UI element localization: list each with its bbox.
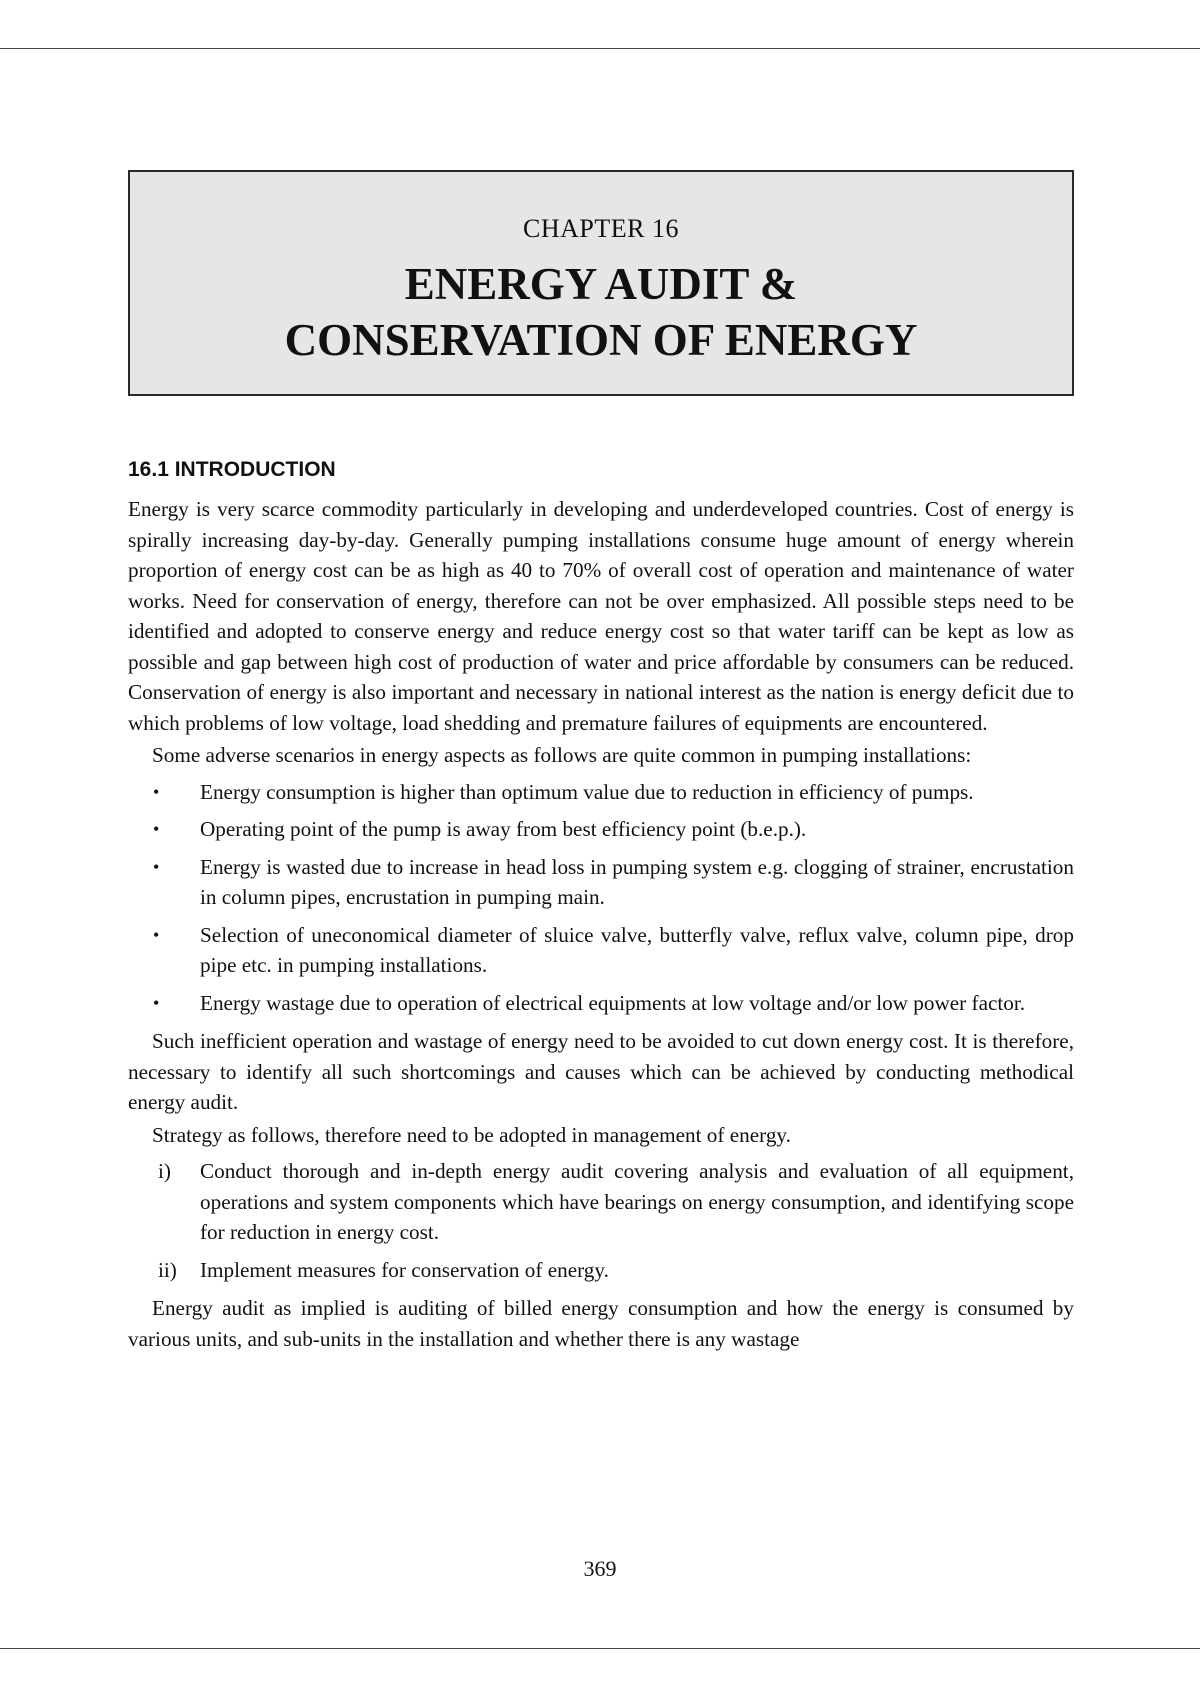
list-item-text: Operating point of the pump is away from best efficiency point (b.e.p.). xyxy=(200,817,807,841)
section-heading: 16.1 INTRODUCTION xyxy=(128,458,336,481)
intro-paragraph: Energy is very scarce commodity particularly in developing and underdeveloped countries. Cost of energy is spirally increasing day-by-day. Generally pumping installations consume huge amount of energy wherein proportion of energy cost can be as high as 40 to 70% of overall cost of operation and maintenance of water works. Need for conservation of energy, therefore can not be over emphasized. All possible steps need to be identified and adopted to conserve energy and reduce energy cost so that water tariff can be kept as low as possible and gap between high cost of production of water and price affordable by consumers can be reduced. Conservation of energy is also important and necessary in national interest as the nation is energy deficit due to which problems of low voltage, load shedding and premature failures of equipments are encountered. xyxy=(128,497,1074,735)
list-item-text: Implement measures for conservation of energy. xyxy=(200,1257,609,1282)
list-item-text: Energy consumption is higher than optimum value due to reduction in efficiency of pumps. xyxy=(200,779,974,804)
scenarios-list xyxy=(128,777,1074,1019)
chapter-label: CHAPTER 16 xyxy=(523,214,679,243)
bullet-marker: • xyxy=(153,992,160,1013)
list-item xyxy=(128,1255,1074,1286)
bullet-marker: • xyxy=(153,924,160,945)
chapter-title-line-1: ENERGY AUDIT & xyxy=(404,259,798,309)
page-body xyxy=(128,452,1074,1356)
strategy-intro-paragraph: Strategy as follows, therefore need to be adopted in management of energy. xyxy=(152,1122,791,1147)
list-item xyxy=(128,852,1074,913)
chapter-title-box xyxy=(128,170,1074,396)
list-item-text: Energy wastage due to operation of electrical equipments at low voltage and/or low power factor. xyxy=(200,990,1026,1015)
list-item xyxy=(128,814,1074,845)
bullet-marker: • xyxy=(153,819,160,839)
list-item-text: Selection of uneconomical diameter of sluice valve, butterfly valve, reflux valve, column pipe, drop pipe etc. in pumping installations. xyxy=(200,922,1074,977)
chapter-title-line-2: CONSERVATION OF ENERGY xyxy=(284,315,918,365)
page-number: 369 xyxy=(583,1556,617,1581)
list-item xyxy=(128,920,1074,981)
list-item-text: Conduct thorough and in-depth energy audit covering analysis and evaluation of all equipment, operations and system components which have bearings on energy consumption, and identifying scope for reduction in energy cost. xyxy=(200,1159,1074,1244)
roman-marker: i) xyxy=(158,1159,171,1183)
strategy-list xyxy=(128,1156,1074,1285)
inefficiency-paragraph: Such inefficient operation and wastage of energy need to be avoided to cut down energy cost. It is therefore, necessary to identify all such shortcomings and causes which can be achieved by conducting methodical energy audit. xyxy=(128,1029,1074,1114)
bottom-rule xyxy=(0,1648,1200,1649)
bullet-marker: • xyxy=(153,781,160,802)
roman-marker: ii) xyxy=(158,1257,177,1282)
list-item xyxy=(128,777,1074,808)
scenarios-intro-paragraph: Some adverse scenarios in energy aspects as follows are quite common in pumping installations: xyxy=(152,743,972,767)
top-rule xyxy=(0,48,1200,49)
chapter-title xyxy=(130,256,1072,368)
list-item-text: Energy is wasted due to increase in head loss in pumping system e.g. clogging of strainer, encrustation in column pipes, encrustation in pumping main. xyxy=(200,854,1074,909)
list-item xyxy=(128,988,1074,1019)
bullet-marker: • xyxy=(153,856,160,877)
energy-audit-paragraph: Energy audit as implied is auditing of billed energy consumption and how the energy is consumed by various units, and sub-units in the installation and whether there is any wastage xyxy=(128,1296,1074,1351)
list-item xyxy=(128,1156,1074,1248)
